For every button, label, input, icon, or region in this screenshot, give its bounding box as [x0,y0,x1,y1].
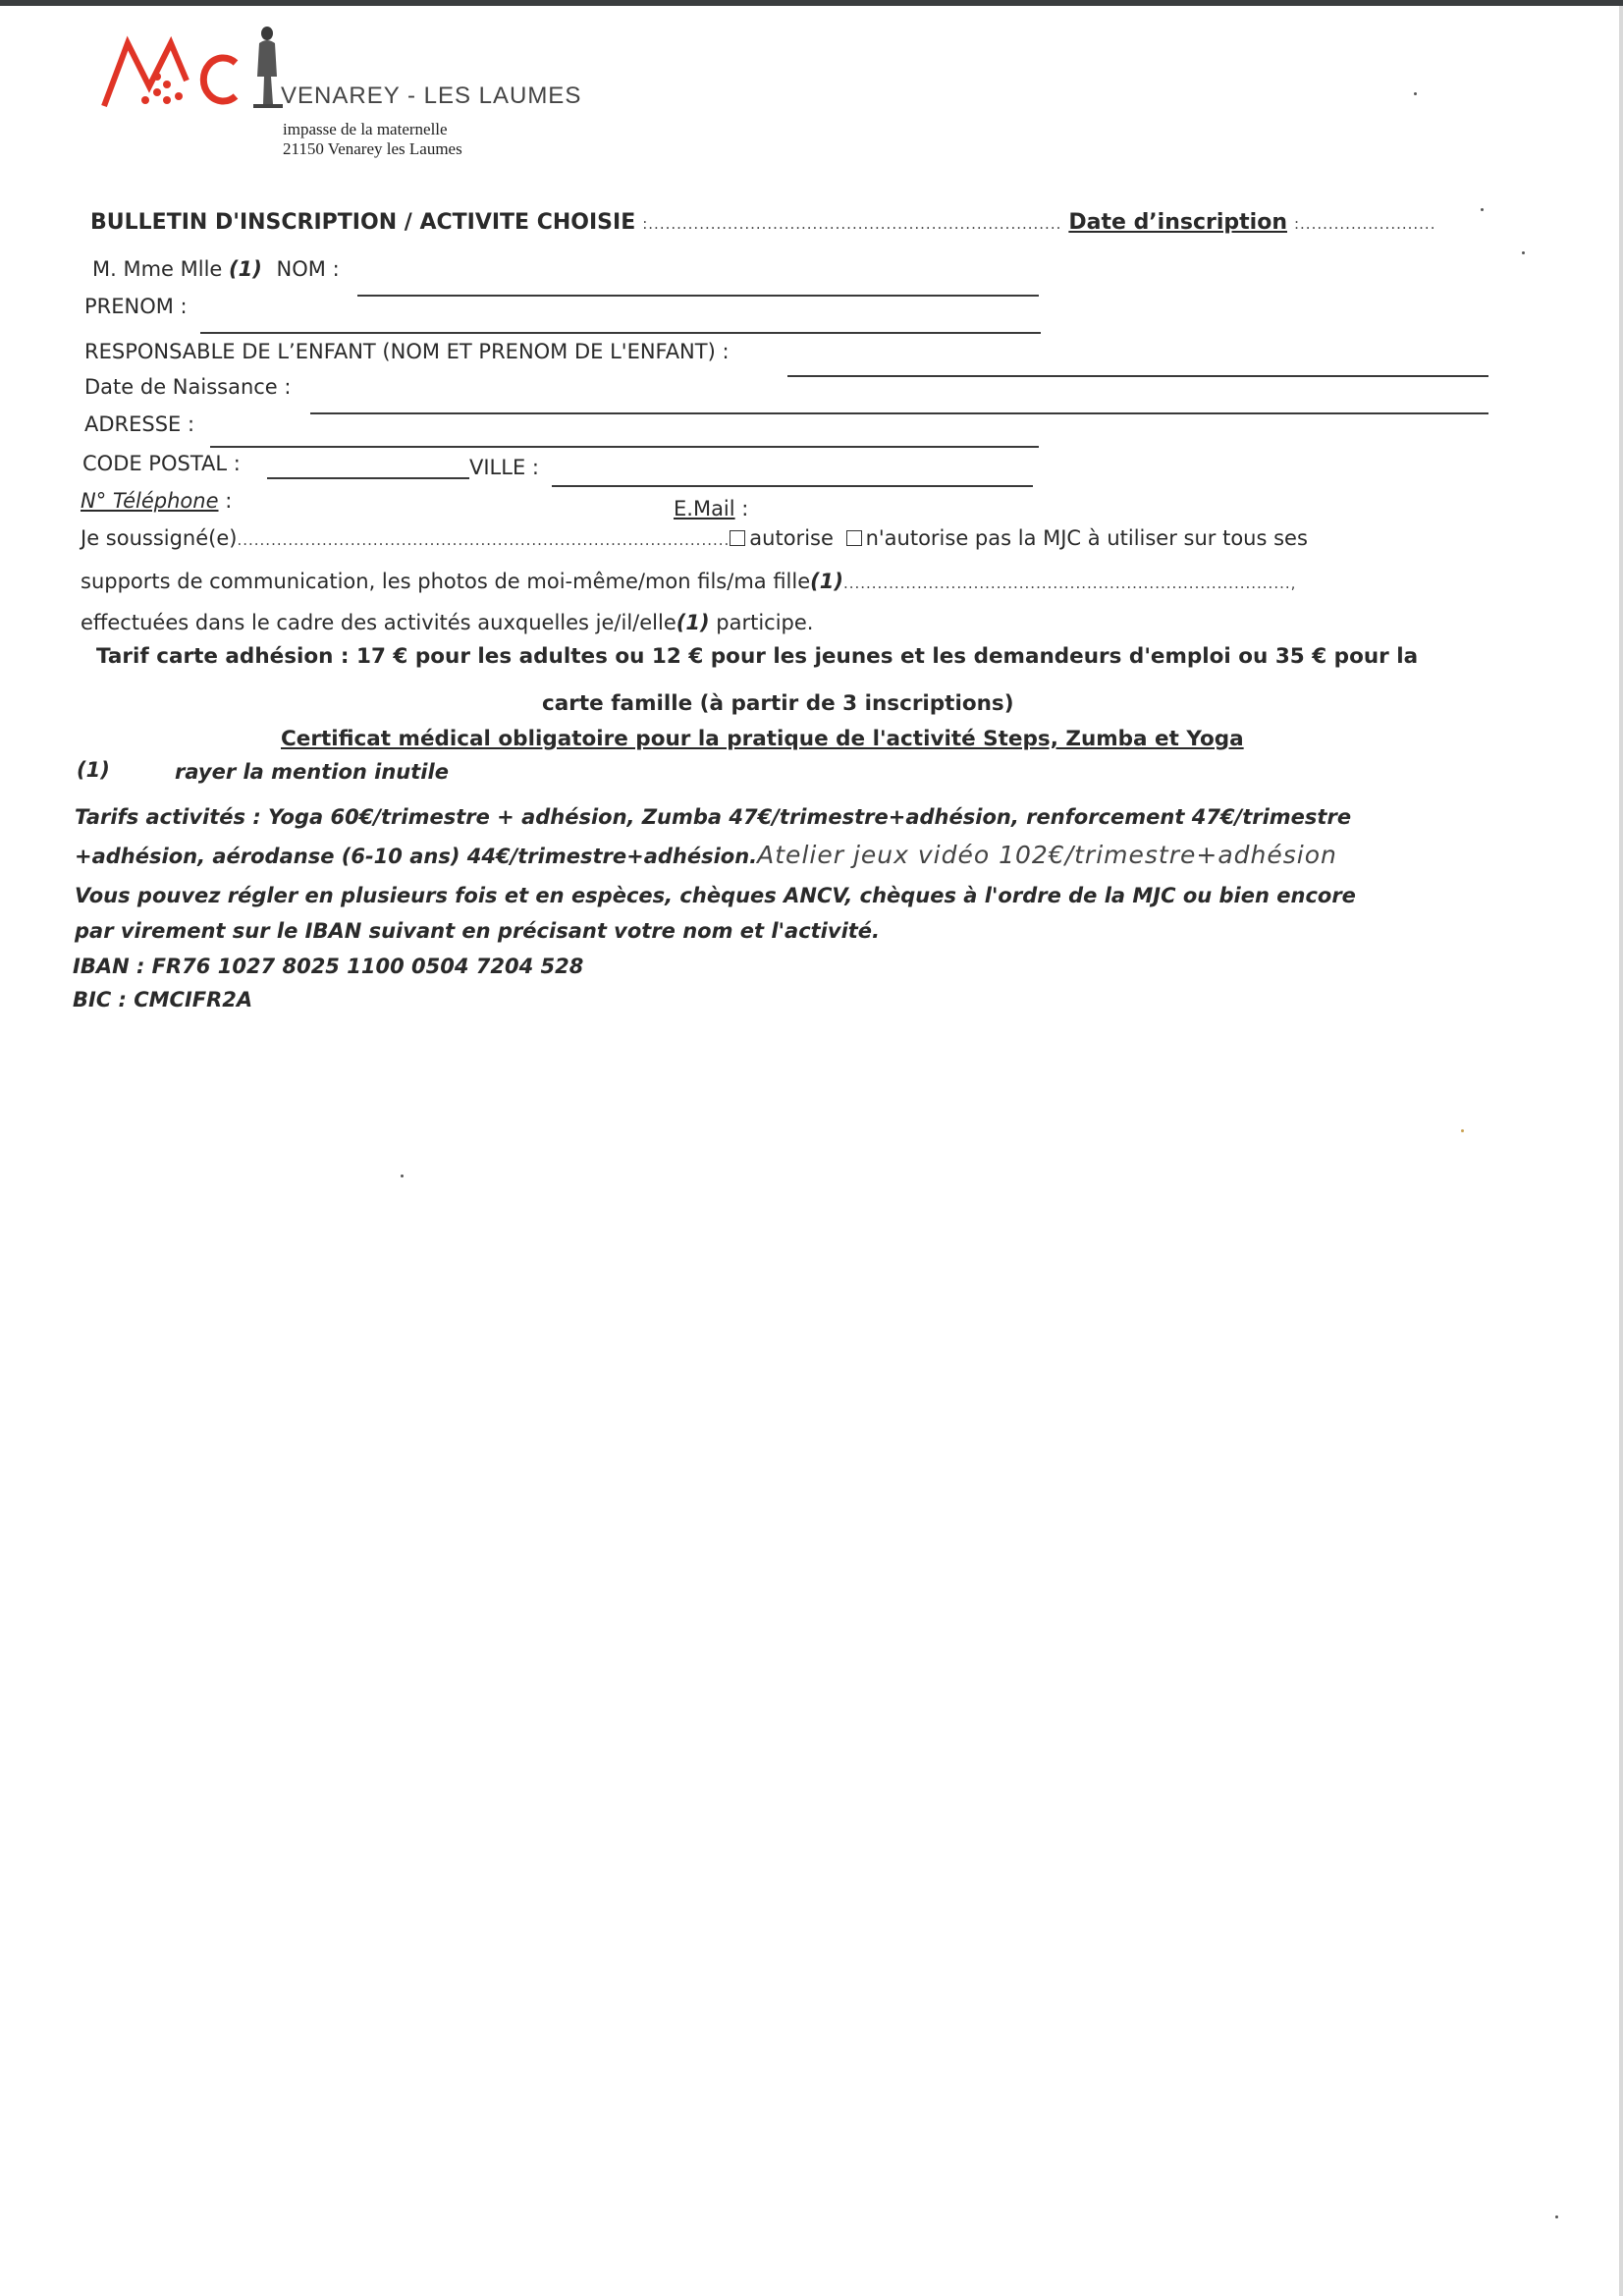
telephone-colon: : [225,489,233,513]
tarif-adhesion-line2: carte famille (à partir de 3 inscriptions) [542,691,1014,716]
telephone-label: N° Téléphone [81,489,219,513]
scan-speck [401,1175,404,1177]
scan-speck [1461,1129,1464,1132]
org-address-street: impasse de la maternelle [283,120,448,138]
civility-label: M. Mme Mlle [92,257,223,281]
telephone-row [81,489,232,513]
form-title-row [90,210,1435,235]
ville-label: VILLE : [469,456,539,479]
tarifs-activites-line2-row [75,841,1337,869]
consent-line-2 [81,570,1296,593]
code-postal-field[interactable] [267,477,469,479]
consent-line2-note: (1) [810,570,843,593]
date-inscription-label: Date d’inscription [1068,210,1287,235]
email-colon: : [741,497,749,520]
handwritten-atelier-tarif: Atelier jeux vidéo 102€/trimestre+adhésion [757,841,1337,869]
bic-value: BIC : CMCIFR2A [73,988,253,1011]
paiement-line1: Vous pouvez régler en plusieurs fois et en espèces, chèques ANCV, chèques à l'ordre de la MJC ou bien encore [75,884,1356,907]
prenom-field[interactable] [200,332,1041,334]
email-row [674,497,748,520]
date-inscription-dotted-field[interactable]: :........................ [1293,215,1436,233]
nautorise-checkbox[interactable] [846,530,862,546]
nautorise-label: n'autorise pas la MJC à utiliser sur tous ses [865,526,1308,550]
form-title: BULLETIN D'INSCRIPTION / ACTIVITE CHOISIE [90,210,636,235]
scan-right-edge [1619,6,1623,2296]
responsable-label: RESPONSABLE DE L’ENFANT (NOM ET PRENOM DE L'ENFANT) : [84,340,730,363]
autorise-checkbox[interactable] [730,530,745,546]
consent-line3-note: (1) [676,611,710,634]
scan-speck [1522,251,1525,254]
nom-field[interactable] [357,295,1039,297]
consent-line-3 [81,611,813,634]
certificat-notice: Certificat médical obligatoire pour la pratique de l'activité Steps, Zumba et Yoga [281,727,1244,751]
consent-line-1 [81,526,1308,550]
consent-line3-text: effectuées dans le cadre des activités auxquelles je/il/elle [81,611,676,634]
email-label: E.Mail [674,497,735,520]
consent-child-dotted-field[interactable]: ..............................................................................., [842,574,1297,592]
mjc-logo [98,27,245,116]
paiement-line2: par virement sur le IBAN suivant en précisant votre nom et l'activité. [75,919,881,943]
adresse-label: ADRESSE : [84,412,195,436]
naissance-label: Date de Naissance : [84,375,292,399]
prenom-label: PRENOM : [84,295,188,318]
scan-speck [1481,208,1484,211]
scan-speck [1414,92,1417,95]
activity-dotted-field[interactable]: :......................................................................... [642,215,1062,233]
consent-line3-end: participe. [716,611,814,634]
ville-field[interactable] [552,485,1033,487]
tarif-adhesion-line1: Tarif carte adhésion : 17 € pour les adultes ou 12 € pour les jeunes et les demandeurs d'emploi ou 35 € pour la [96,644,1419,669]
scan-speck [1555,2215,1558,2218]
responsable-field[interactable] [787,375,1488,377]
nom-label: NOM : [276,257,340,281]
tarifs-activites-line1: Tarifs activités : Yoga 60€/trimestre + adhésion, Zumba 47€/trimestre+adhésion, renforcement 47€/trimestre [75,805,1352,829]
iban-value: IBAN : FR76 1027 8025 1100 0504 7204 528 [73,955,584,978]
code-postal-label: CODE POSTAL : [82,452,241,475]
naissance-field[interactable] [310,412,1488,414]
footnote-text: rayer la mention inutile [175,760,449,784]
tarifs-activites-line2: +adhésion, aérodanse (6-10 ans) 44€/trimestre+adhésion. [75,845,758,868]
adresse-field[interactable] [210,446,1039,448]
civility-row [92,257,340,281]
autorise-label: autorise [749,526,834,550]
org-address-city: 21150 Venarey les Laumes [283,139,462,158]
civility-note: (1) [229,257,262,281]
consent-name-dotted-field[interactable]: ....................................................................................... [237,531,730,549]
scan-top-edge [0,0,1623,6]
org-name: VENAREY - LES LAUMES [281,82,582,109]
consent-start: Je soussigné(e) [81,526,238,550]
footnote-number: (1) [77,758,110,782]
consent-line2-text: supports de communication, les photos de moi-même/mon fils/ma fille [81,570,811,593]
